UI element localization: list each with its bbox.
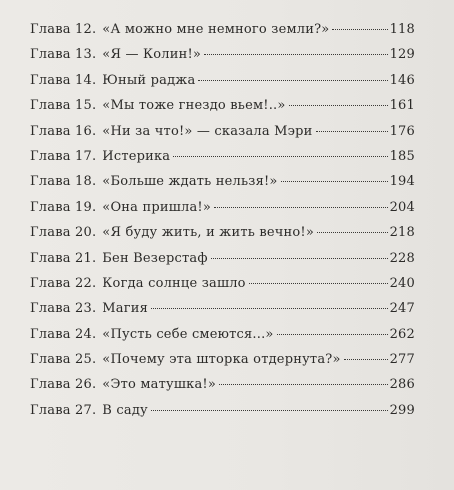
table-of-contents [30, 22, 415, 428]
dot-leader [151, 410, 388, 411]
chapter-label: Глава 26. [30, 377, 97, 393]
chapter-label: Глава 21. [30, 250, 97, 266]
toc-entry [30, 149, 415, 174]
chapter-label: Глава 15. [30, 98, 97, 114]
chapter-title: «Я — Колин!» [102, 47, 202, 63]
chapter-label: Глава 19. [30, 199, 97, 215]
dot-leader [289, 105, 388, 106]
chapter-label: Глава 17. [30, 148, 97, 164]
chapter-title: «Мы тоже гнездо вьем!..» [102, 98, 286, 114]
chapter-title: «Ни за что!» — сказала Мэри [102, 123, 313, 139]
chapter-label: Глава 13. [30, 47, 97, 63]
dot-leader [214, 207, 388, 208]
chapter-label: Глава 23. [30, 301, 97, 317]
chapter-title: «Я буду жить, и жить вечно!» [102, 225, 314, 241]
toc-entry [30, 22, 415, 47]
page-number: 240 [389, 275, 415, 291]
toc-entry [30, 47, 415, 72]
dot-leader [344, 359, 388, 360]
chapter-title: Магия [102, 301, 149, 317]
chapter-title: Истерика [102, 148, 171, 164]
toc-entry [30, 301, 415, 326]
toc-entry [30, 276, 415, 301]
toc-entry [30, 327, 415, 352]
page-number: 185 [389, 148, 415, 164]
dot-leader [219, 384, 388, 385]
chapter-label: Глава 24. [30, 326, 97, 342]
page-number: 176 [389, 123, 415, 139]
toc-entry [30, 251, 415, 276]
chapter-title: Когда солнце зашло [102, 275, 246, 291]
toc-entry [30, 124, 415, 149]
chapter-label: Глава 14. [30, 72, 97, 88]
page-number: 118 [389, 22, 415, 37]
chapter-label: Глава 18. [30, 174, 97, 190]
dot-leader [332, 29, 387, 30]
chapter-label: Глава 27. [30, 402, 97, 418]
dot-leader [198, 80, 387, 81]
chapter-title: Бен Везерстаф [102, 250, 208, 266]
dot-leader [281, 181, 388, 182]
page-number: 218 [389, 225, 415, 241]
page-number: 129 [389, 47, 415, 63]
page-number: 194 [389, 174, 415, 190]
toc-entry [30, 352, 415, 377]
dot-leader [277, 334, 388, 335]
dot-leader [211, 258, 388, 259]
toc-entry [30, 225, 415, 250]
page-number: 262 [389, 326, 415, 342]
toc-entry [30, 98, 415, 123]
dot-leader [317, 232, 388, 233]
chapter-title: «Пусть себе смеются...» [102, 326, 274, 342]
page-number: 146 [389, 72, 415, 88]
dot-leader [151, 308, 388, 309]
page-number: 277 [389, 352, 415, 368]
toc-entry [30, 377, 415, 402]
chapter-title: Юный раджа [102, 72, 196, 88]
chapter-title: В саду [102, 402, 148, 418]
chapter-label: Глава 12. [30, 22, 97, 37]
toc-entry [30, 73, 415, 98]
chapter-title: «Это матушка!» [102, 377, 216, 393]
chapter-title: «Она пришла!» [102, 199, 211, 215]
dot-leader [173, 156, 387, 157]
toc-entry [30, 403, 415, 428]
page-number: 161 [389, 98, 415, 114]
chapter-title: «Больше ждать нельзя!» [102, 174, 278, 190]
page-number: 204 [389, 199, 415, 215]
page-number: 286 [389, 377, 415, 393]
page-number: 228 [389, 250, 415, 266]
dot-leader [204, 54, 388, 55]
toc-entry [30, 200, 415, 225]
chapter-title: «Почему эта шторка отдернута?» [102, 352, 341, 368]
page-number: 299 [389, 402, 415, 418]
chapter-label: Глава 25. [30, 352, 97, 368]
chapter-label: Глава 16. [30, 123, 97, 139]
dot-leader [249, 283, 388, 284]
dot-leader [316, 131, 388, 132]
page-number: 247 [389, 301, 415, 317]
chapter-title: «А можно мне немного земли?» [102, 22, 330, 37]
chapter-label: Глава 20. [30, 225, 97, 241]
toc-entry [30, 174, 415, 199]
chapter-label: Глава 22. [30, 275, 97, 291]
